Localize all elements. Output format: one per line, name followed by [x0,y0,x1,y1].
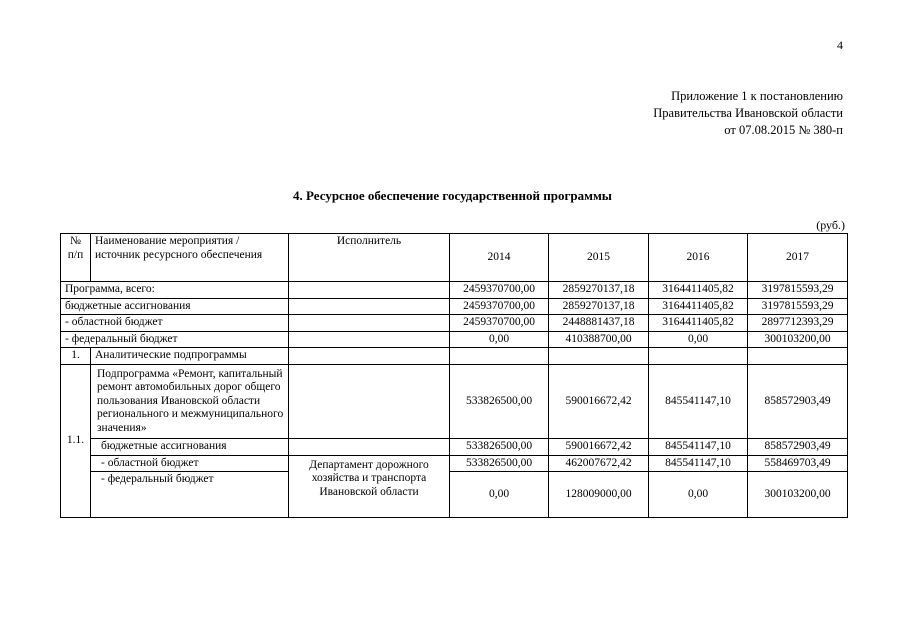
row-executor [289,315,450,332]
row-executor [289,439,450,456]
value-2014: 533826500,00 [450,439,549,456]
row-executor [289,348,450,365]
row-label: Аналитические подпрограммы [91,348,289,365]
row-label: Программа, всего: [61,282,289,299]
page-number: 4 [837,38,843,52]
row-num: 1.1. [61,364,91,518]
value-2016: 845541147,10 [649,364,748,439]
row-num: 1. [61,348,91,365]
appendix-line-3: от 07.08.2015 № 380-п [724,123,843,137]
value-2015: 2859270137,18 [549,282,649,299]
value-2015: 462007672,42 [549,455,649,472]
value-2015: 128009000,00 [549,472,649,518]
value-2016: 0,00 [649,331,748,348]
row-executor [289,298,450,315]
resource-table [60,233,848,518]
currency-note: (руб.) [816,218,845,232]
value-2014: 533826500,00 [450,364,549,439]
table-row [61,439,848,456]
table-row [61,315,848,332]
executor-department: Департамент дорожного хозяйства и транспорта Ивановской области [289,455,450,518]
value-2017: 858572903,49 [748,364,848,439]
row-label: - областной бюджет [61,315,289,332]
value-2014: 2459370700,00 [450,315,549,332]
value-2016: 0,00 [649,472,748,518]
value-2015: 2859270137,18 [549,298,649,315]
value-2016: 845541147,10 [649,439,748,456]
appendix-line-2: Правительства Ивановской области [653,106,843,120]
value-2015: 590016672,42 [549,439,649,456]
header-year-2016: 2016 [649,234,748,282]
value-2016: 3164411405,82 [649,282,748,299]
value-2014: 2459370700,00 [450,298,549,315]
header-name: Наименование мероприятия / источник ресурсного обеспечения [91,234,289,282]
value-2015: 590016672,42 [549,364,649,439]
table-row [61,298,848,315]
row-label: - федеральный бюджет [61,331,289,348]
value-2017: 300103200,00 [748,472,848,518]
row-executor [289,282,450,299]
table-header-row [61,234,848,282]
row-label: бюджетные ассигнования [91,439,289,456]
value-2014: 0,00 [450,472,549,518]
row-label: Подпрограмма «Ремонт, капитальный ремонт автомобильных дорог общего пользования Ивановской области регионального и межмуниципального значения» [91,364,289,439]
value-2017: 558469703,49 [748,455,848,472]
value-2017: 3197815593,29 [748,298,848,315]
table-row [61,348,848,365]
value-2016: 845541147,10 [649,455,748,472]
value-2014: 533826500,00 [450,455,549,472]
value-2017: 3197815593,29 [748,282,848,299]
value-2014: 0,00 [450,331,549,348]
value-2015: 2448881437,18 [549,315,649,332]
appendix-reference [653,88,843,139]
row-executor [289,331,450,348]
value-2016: 3164411405,82 [649,315,748,332]
value-2016: 3164411405,82 [649,298,748,315]
value-2017: 858572903,49 [748,439,848,456]
value-2017: 300103200,00 [748,331,848,348]
table-row [61,455,848,472]
header-year-2017: 2017 [748,234,848,282]
appendix-line-1: Приложение 1 к постановлению [671,89,843,103]
row-label: - федеральный бюджет [91,472,289,518]
table-row [61,364,848,439]
row-label: - областной бюджет [91,455,289,472]
table-row [61,282,848,299]
table-row [61,472,848,518]
table-row [61,331,848,348]
header-executor: Исполнитель [289,234,450,282]
row-label: бюджетные ассигнования [61,298,289,315]
value-2014: 2459370700,00 [450,282,549,299]
header-num: № п/п [61,234,91,282]
section-title: 4. Ресурсное обеспечение государственной программы [293,188,612,203]
value-2015: 410388700,00 [549,331,649,348]
row-executor [289,364,450,439]
header-year-2015: 2015 [549,234,649,282]
value-2017: 2897712393,29 [748,315,848,332]
header-year-2014: 2014 [450,234,549,282]
